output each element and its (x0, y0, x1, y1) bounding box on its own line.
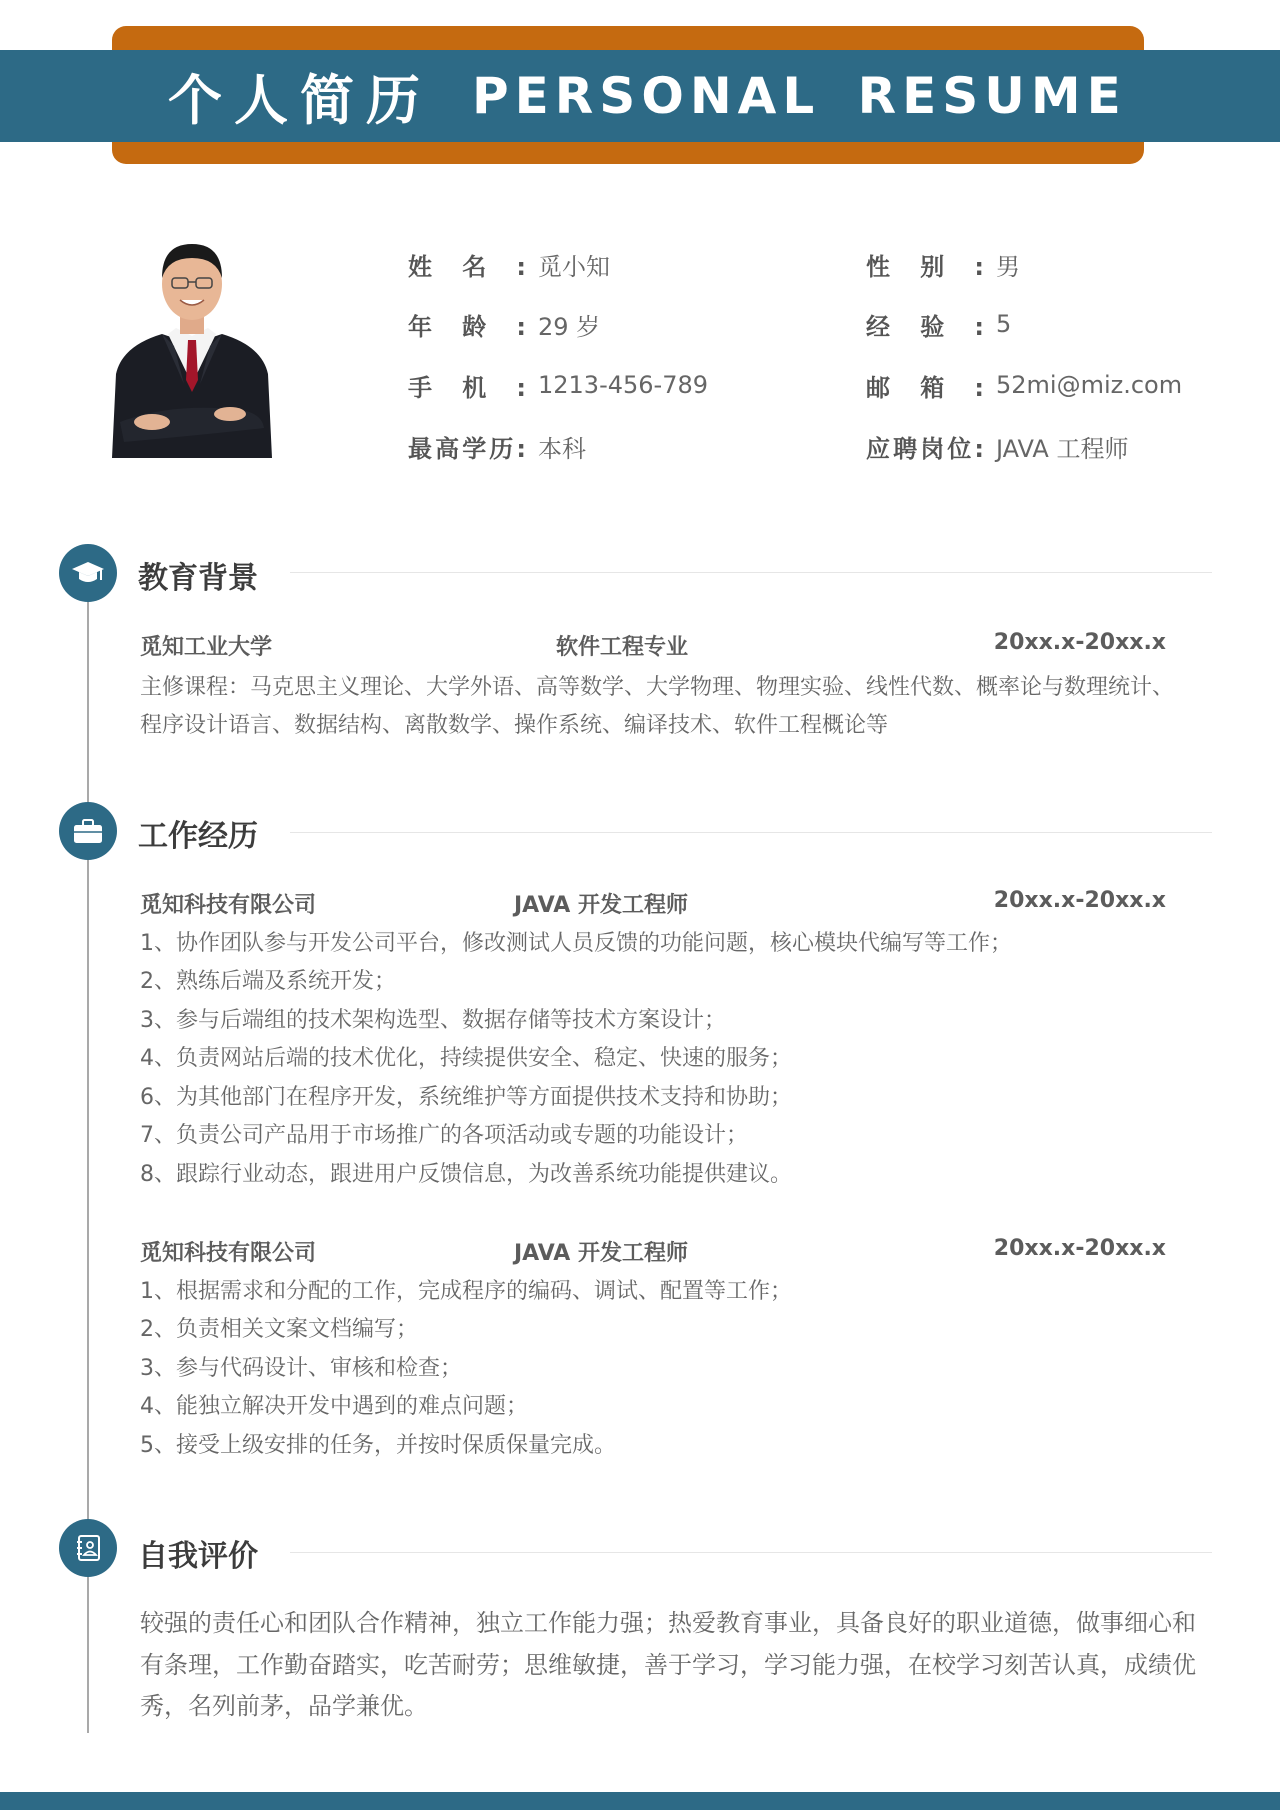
job-duty: 8、跟踪行业动态，跟进用户反馈信息，为改善系统功能提供建议。 (140, 1162, 792, 1187)
title-english: PERSONAL RESUME (472, 67, 1127, 125)
section-title-self-eval: 自我评价 (138, 1539, 258, 1574)
info-label: 手机: (408, 373, 526, 402)
profile-photo (112, 234, 272, 458)
info-value: 本科 (538, 434, 586, 463)
major: 软件工程专业 (556, 635, 689, 660)
job-duty: 2、负责相关文案文档编写； (140, 1317, 418, 1342)
school-name: 觅知工业大学 (140, 635, 273, 660)
info-label: 姓名: (408, 252, 526, 281)
self-eval-line: 有条理，工作勤奋踏实，吃苦耐劳；思维敏捷，善于学习，学习能力强，在校学习刻苦认真，成绩优 (140, 1651, 1196, 1679)
info-label: 应聘岗位: (866, 434, 984, 463)
info-label: 经验: (866, 312, 984, 341)
info-position (866, 428, 1128, 464)
title-chinese: 个人简历 (168, 68, 432, 132)
info-value: 29 岁 (538, 312, 601, 341)
job-duty: 4、能独立解决开发中遇到的难点问题； (140, 1394, 528, 1419)
info-label: 邮箱: (866, 373, 984, 402)
info-label: 性别: (866, 252, 984, 281)
job-duty: 4、负责网站后端的技术优化，持续提供安全、稳定、快速的服务； (140, 1046, 792, 1071)
info-email (866, 367, 1182, 403)
job-header (140, 888, 1166, 920)
section-divider (290, 1552, 1212, 1553)
info-value: 5 (996, 310, 1012, 338)
courses-line: 程序设计语言、数据结构、离散数学、操作系统、编译技术、软件工程概论等 (140, 713, 889, 738)
page-title (168, 60, 1127, 132)
contact-book-icon (59, 1519, 117, 1577)
section-title-education: 教育背景 (138, 561, 258, 596)
job-period: 20xx.x-20xx.x (993, 1236, 1166, 1261)
info-name (408, 246, 610, 282)
info-phone (408, 367, 708, 403)
self-eval-line: 较强的责任心和团队合作精神，独立工作能力强；热爱教育事业，具备良好的职业道德，做事细心和 (140, 1609, 1196, 1637)
self-eval-line: 秀，名列前茅，品学兼优。 (140, 1692, 428, 1720)
job-duty: 7、负责公司产品用于市场推广的各项活动或专题的功能设计； (140, 1123, 748, 1148)
job-duty: 3、参与代码设计、审核和检查； (140, 1356, 462, 1381)
info-value: 觅小知 (538, 252, 610, 281)
info-label: 年龄: (408, 312, 526, 341)
info-label: 最高学历: (408, 434, 526, 463)
company-name: 觅知科技有限公司 (140, 1241, 317, 1266)
company-name: 觅知科技有限公司 (140, 893, 317, 918)
education-period: 20xx.x-20xx.x (993, 630, 1166, 655)
job-duty: 1、协作团队参与开发公司平台，修改测试人员反馈的功能问题，核心模块代编写等工作； (140, 931, 1013, 956)
section-divider (290, 832, 1212, 833)
info-gender (866, 246, 1020, 282)
job-role: JAVA 开发工程师 (514, 893, 688, 918)
info-value: 1213-456-789 (538, 371, 709, 399)
job-role: JAVA 开发工程师 (514, 1241, 688, 1266)
job-header (140, 1236, 1166, 1268)
footer-bar (0, 1792, 1280, 1810)
job-duty: 3、参与后端组的技术架构选型、数据存储等技术方案设计； (140, 1008, 726, 1033)
job-duty: 5、接受上级安排的任务，并按时保质保量完成。 (140, 1433, 616, 1458)
briefcase-icon (59, 802, 117, 860)
graduation-cap-icon (59, 544, 117, 602)
info-age (408, 306, 600, 342)
section-divider (290, 572, 1212, 573)
info-degree (408, 428, 586, 464)
job-period: 20xx.x-20xx.x (993, 888, 1166, 913)
section-title-work: 工作经历 (138, 819, 258, 854)
courses-line: 主修课程：马克思主义理论、大学外语、高等数学、大学物理、物理实验、线性代数、概率论与数理统计、 (140, 675, 1175, 700)
job-duty: 1、根据需求和分配的工作，完成程序的编码、调试、配置等工作； (140, 1279, 792, 1304)
job-duty: 6、为其他部门在程序开发，系统维护等方面提供技术支持和协助； (140, 1085, 792, 1110)
info-experience (866, 306, 1011, 342)
info-value: JAVA 工程师 (996, 434, 1129, 463)
job-duty: 2、熟练后端及系统开发； (140, 969, 396, 994)
info-value: 52mi@miz.com (996, 371, 1183, 399)
education-header (140, 630, 1166, 662)
info-value: 男 (996, 252, 1020, 281)
